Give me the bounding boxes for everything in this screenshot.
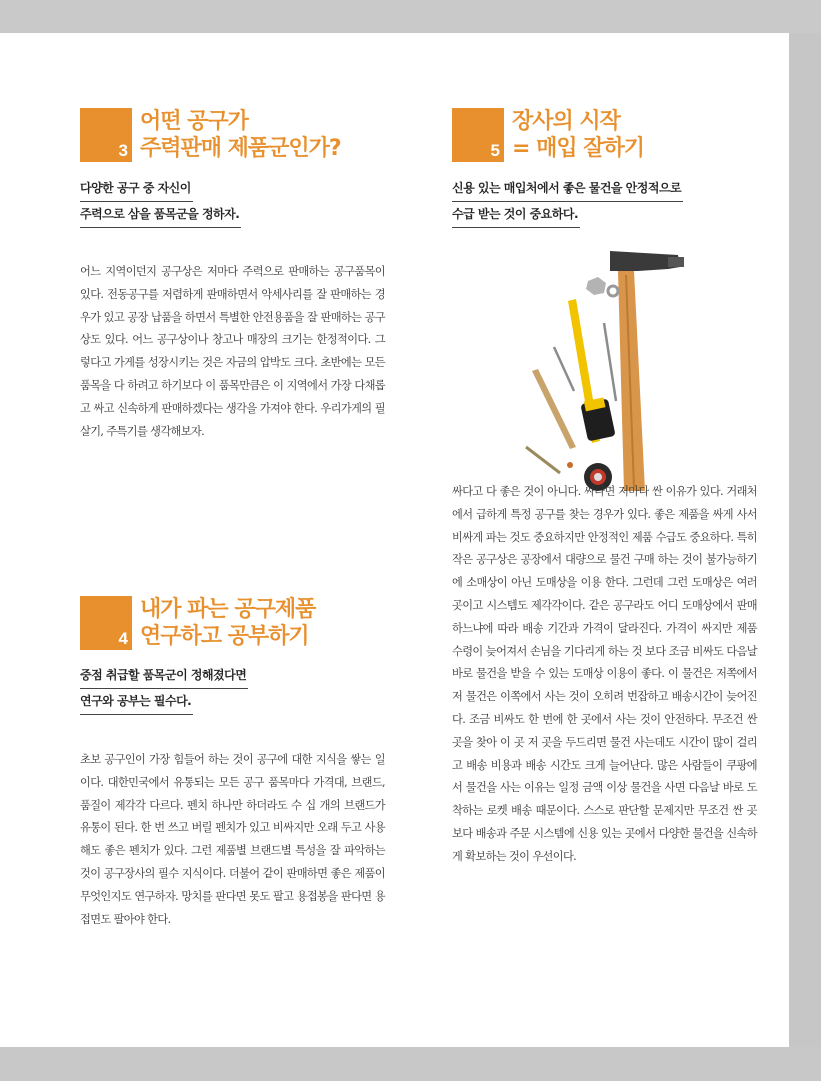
hammer-face bbox=[668, 257, 684, 267]
section4-number-box bbox=[80, 596, 132, 650]
section3-subtitle bbox=[80, 176, 241, 228]
section3-title-line1: 어떤 공구가 bbox=[140, 109, 248, 134]
section4-title bbox=[140, 596, 315, 650]
washer bbox=[608, 286, 618, 296]
tools-photo bbox=[518, 251, 708, 501]
background-top bbox=[0, 0, 821, 33]
section5-subtitle-line2: 수급 받는 것이 중요하다. bbox=[452, 202, 580, 228]
magazine-page bbox=[0, 33, 789, 1047]
section5-number-box bbox=[452, 108, 504, 162]
section5-subtitle-line1: 신용 있는 매입처에서 좋은 물건을 안정적으로 bbox=[452, 176, 683, 202]
section4-body: 초보 공구인이 가장 힘들어 하는 것이 공구에 대한 지식을 쌓는 일이다. 대한민국에서 유통되는 모든 공구 품목마다 가격대, 브랜드, 품질이 제각각 다르다. 펜치 하나만 하더라도 수 십 개의 브랜드가 유통이 된다. 한 번 쓰고 버릴 펜치가 있고 비싸지만 오래 두고 사용해도 좋은 펜치가 있다. 그런 제품별 브랜드별 특성을 잘 파악하는 것이 공구장사의 필수 지식이다. 더불어 같이 판매하면 좋은 제품이 무엇인지도 연구하자. 망치를 판다면 못도 팔고 용접봉을 판다면 용접면도 팔아야 한다. bbox=[80, 753, 385, 926]
section4-number: 4 bbox=[118, 629, 128, 648]
section5-title-line1: 장사의 시작 bbox=[512, 109, 620, 134]
section4-title-line1: 내가 파는 공구제품 bbox=[140, 597, 316, 622]
section5-number: 5 bbox=[490, 141, 500, 160]
section3-heading bbox=[80, 108, 410, 162]
section5-heading bbox=[452, 108, 782, 162]
background-bottom bbox=[0, 1047, 821, 1081]
section4-subtitle-line2: 연구와 공부는 필수다. bbox=[80, 689, 193, 715]
section5-title bbox=[512, 108, 644, 162]
hammer-handle bbox=[618, 271, 645, 491]
section3-body: 어느 지역이던지 공구상은 저마다 주력으로 판매하는 공구품목이 있다. 전동공구를 저렴하게 판매하면서 악세사리를 잘 판매하는 경우가 있고 공장 납품을 하면서 특별한 안전용품을 잘 판매하는 공구상도 있다. 어느 공구상이나 창고나 매장의 크기는 한정적이다. 그렇다고 가게를 성장시키는 것은 자금의 압박도 크다. 초반에는 모든 품목을 다 하려고 하기보다 이 품목만큼은 이 지역에서 가장 다채롭고 싸고 신속하게 판매하겠다는 생각을 가져야 한다. 우리가게의 필살기, 주특기를 생각해보자. bbox=[80, 265, 385, 438]
rivet bbox=[567, 462, 573, 468]
section5-title-line2: = 매입 잘하기 bbox=[512, 136, 645, 161]
section5-body: 싸다고 다 좋은 것이 아니다. 싸다면 저마다 싼 이유가 있다. 거래처에서 급하게 특정 공구를 찾는 경우가 있다. 좋은 제품을 싸게 사서 비싸게 파는 것도 중요하지만 안정적인 제품 수급도 중요하다. 특히 작은 공구상은 공장에서 대량으로 물건 구매 하는 것이 불가능하기에 소매상이 아닌 도매상을 이용 한다. 그런데 그런 도매상은 여러 곳이고 시스템도 제각각이다. 같은 공구라도 어디 도매상에서 판매하느냐에 따라 배송 기간과 가격이 달라진다. 가격이 싸지만 제품 수령이 늦어져서 손님을 기다리게 하는 것 보다 조금 비싸도 다음날 바로 물건을 받을 수 있는 도매상 이용이 좋다. 이 물건은 저쪽에서 저 물건은 이쪽에서 사는 것이 오히려 번잡하고 배송시간이 늦어진다. 조금 비싸도 한 번에 한 곳에서 사는 것이 안전하다. 무조건 싼 곳을 찾아 이 곳 저 곳을 두드리면 물건 사는데도 시간이 많이 걸리고 배송 비용과 배송 시간도 크게 늘어난다. 많은 사람들이 쿠팡에서 물건을 사는 이유는 일정 금액 이상 물건을 사면 다음날 바로 도착하는 로켓 배송 때문이다. 스스로 판단할 문제지만 무조건 싼 곳보다 배송과 주문 시스템에 신용 있는 곳에서 다양한 물건을 신속하게 확보하는 것이 우선이다. bbox=[452, 485, 757, 863]
nail-2 bbox=[554, 347, 574, 391]
section5-subtitle bbox=[452, 176, 683, 228]
section3-subtitle-line2: 주력으로 삼을 품목군을 정하자. bbox=[80, 202, 241, 228]
background-right bbox=[789, 33, 821, 1081]
section4-title-line2: 연구하고 공부하기 bbox=[140, 624, 309, 649]
section3-title bbox=[140, 108, 341, 162]
section3-subtitle-line1: 다양한 공구 중 자신이 bbox=[80, 176, 193, 202]
section4-heading bbox=[80, 596, 410, 650]
section3-number: 3 bbox=[118, 141, 128, 160]
section4-subtitle-line1: 중점 취급할 품목군이 정해졌다면 bbox=[80, 663, 248, 689]
hex-nut bbox=[586, 277, 606, 295]
section4-subtitle bbox=[80, 663, 248, 715]
section3-title-line2: 주력판매 제품군인가? bbox=[140, 136, 341, 161]
nail-1 bbox=[604, 323, 616, 401]
screw bbox=[526, 447, 560, 473]
section3-number-box bbox=[80, 108, 132, 162]
bearing-center bbox=[594, 473, 602, 481]
